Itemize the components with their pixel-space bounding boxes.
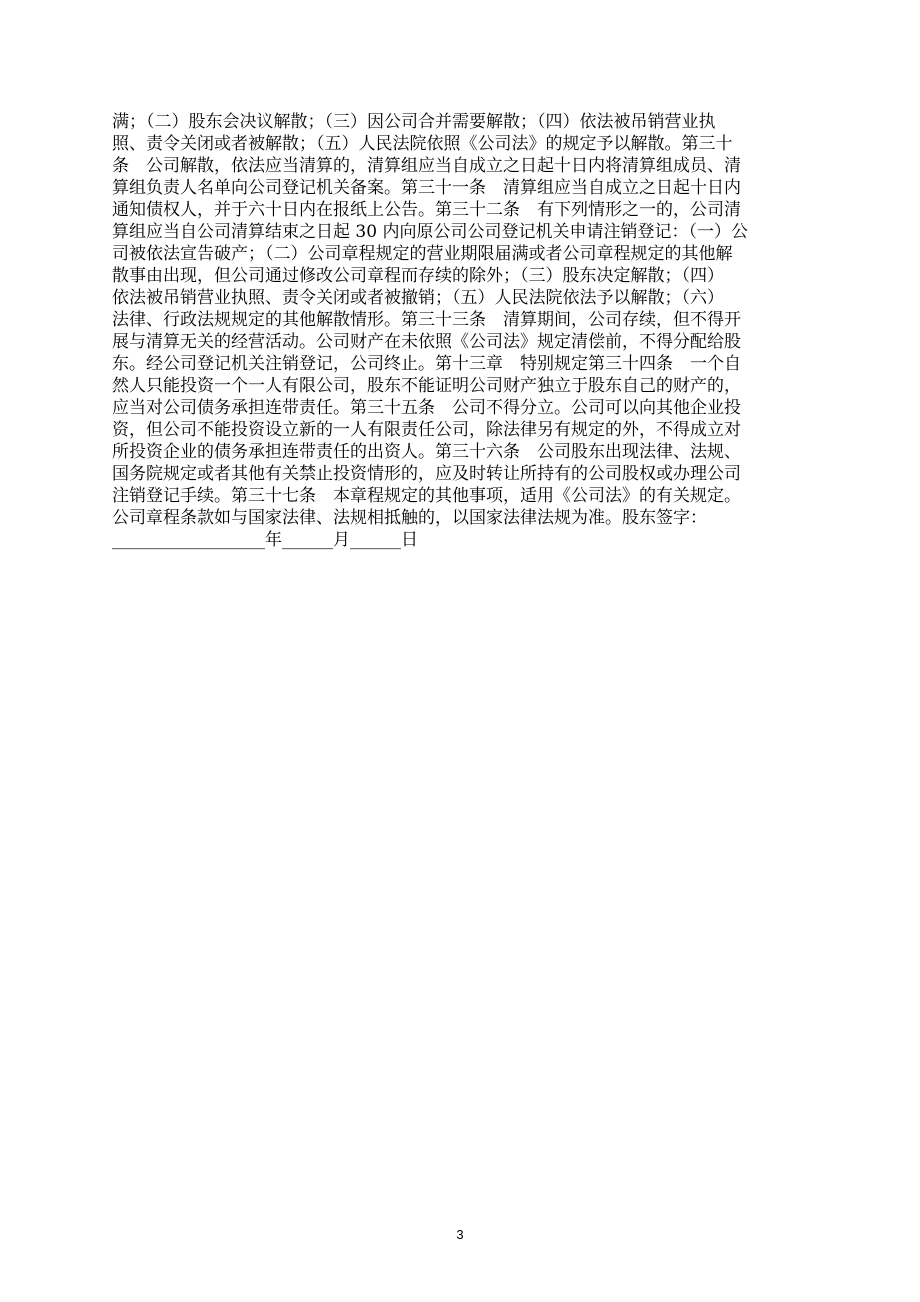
text-line: 照、责令关闭或者被解散；（五）人民法院依照《公司法》的规定予以解散。第三十 (112, 134, 733, 154)
text-line: 国务院规定或者其他有关禁止投资情形的，应及时转让所持有的公司股权或办理公司 (112, 464, 741, 484)
text-line: 散事由出现，但公司通过修改公司章程而存续的除外；（三）股东决定解散；（四） (112, 266, 724, 286)
text-line: 资，但公司不能投资设立新的一人有限责任公司，除法律另有规定的外，不得成立对 (112, 420, 741, 440)
text-line: 法律、行政法规规定的其他解散情形。第三十三条 清算期间，公司存续，但不得开 (112, 310, 741, 330)
text-line: 公司章程条款如与国家法律、法规相抵触的，以国家法律法规为准。股东签字： (112, 508, 707, 528)
text-line: 注销登记手续。第三十七条 本章程规定的其他事项，适用《公司法》的有关规定。 (112, 486, 741, 506)
text-line: 算组负责人名单向公司登记机关备案。第三十一条 清算组应当自成立之日起十日内 (112, 178, 741, 198)
text-line: 条 公司解散，依法应当清算的，清算组应当自成立之日起十日内将清算组成员、清 (112, 156, 741, 176)
text-line: 算组应当自公司清算结束之日起 30 内向原公司公司登记机关申请注销登记：（一）公 (112, 222, 748, 242)
page-number: 3 (456, 1227, 464, 1242)
body-text (112, 111, 808, 551)
text-line: 东。经公司登记机关注销登记，公司终止。第十三章 特别规定第三十四条 一个自 (112, 354, 741, 374)
text-line: 通知债权人，并于六十日内在报纸上公告。第三十二条 有下列情形之一的，公司清 (112, 200, 741, 220)
text-line: 展与清算无关的经营活动。公司财产在未依照《公司法》规定清偿前，不得分配给股 (112, 332, 741, 352)
text-line: 应当对公司债务承担连带责任。第三十五条 公司不得分立。公司可以向其他企业投 (112, 398, 741, 418)
signature-date-line: __________________年______月______日 (112, 530, 418, 550)
text-line: 然人只能投资一个一人有限公司，股东不能证明公司财产独立于股东自己的财产的， (112, 376, 741, 396)
text-line: 司被依法宣告破产；（二）公司章程规定的营业期限届满或者公司章程规定的其他解 (112, 244, 733, 264)
text-line: 满；（二）股东会决议解散；（三）因公司合并需要解散；（四）依法被吊销营业执 (112, 112, 716, 132)
text-line: 依法被吊销营业执照、责令关闭或者被撤销；（五）人民法院依法予以解散；（六） (112, 288, 724, 308)
text-line: 所投资企业的债务承担连带责任的出资人。第三十六条 公司股东出现法律、法规、 (112, 442, 741, 462)
